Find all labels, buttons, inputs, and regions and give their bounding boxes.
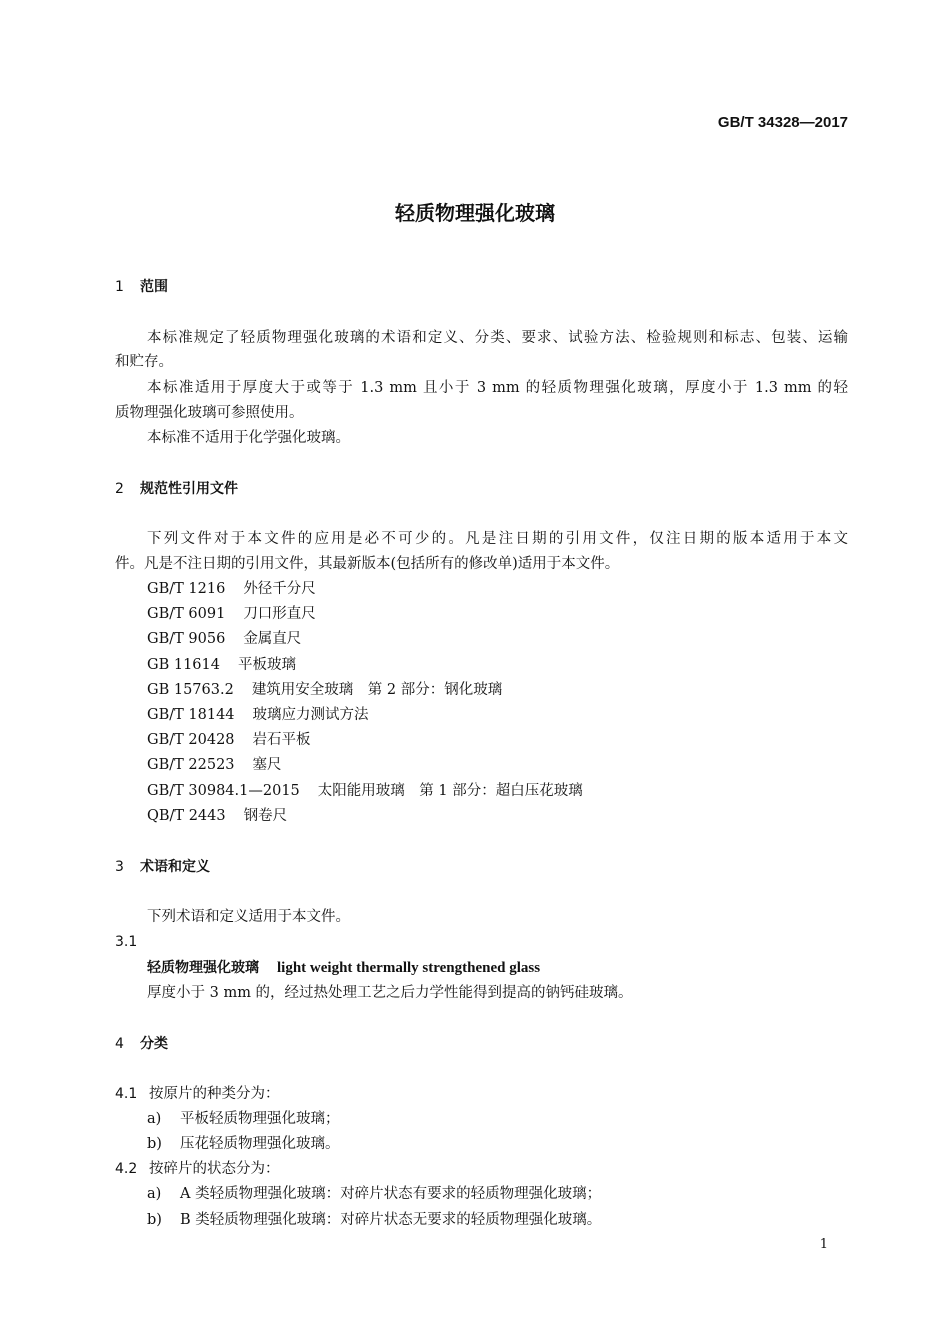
reference-title: 平板玻璃 bbox=[237, 656, 296, 673]
reference-code: GB/T 9056 bbox=[147, 631, 226, 648]
clause-number: 4.1 bbox=[115, 1086, 138, 1102]
reference-title: 钢卷尺 bbox=[243, 807, 288, 824]
reference-title: 建筑用安全玻璃 第 2 部分：钢化玻璃 bbox=[251, 681, 503, 698]
term bbox=[147, 958, 540, 978]
section-3-heading bbox=[115, 857, 210, 877]
reference-title: 金属直尺 bbox=[243, 631, 302, 648]
clause-text: 按碎片的状态分为： bbox=[149, 1161, 280, 1177]
reference-code: GB/T 20428 bbox=[147, 732, 235, 749]
reference-code: GB/T 1216 bbox=[147, 581, 226, 597]
reference-item bbox=[147, 705, 369, 725]
paragraph: 和贮存。 bbox=[115, 354, 173, 370]
reference-code: GB/T 18144 bbox=[147, 707, 235, 723]
clause-number: 3.1 bbox=[115, 934, 138, 950]
reference-item bbox=[147, 629, 301, 649]
section-1-heading bbox=[115, 277, 168, 297]
paragraph: 质物理强化玻璃可参照使用。 bbox=[115, 405, 304, 421]
page-title: 轻质物理强化玻璃 bbox=[395, 201, 555, 225]
list-item: b) 压花轻质物理强化玻璃。 bbox=[147, 1136, 340, 1152]
section-number: 3 bbox=[115, 859, 124, 875]
section-title: 规范性引用文件 bbox=[140, 481, 238, 497]
paragraph: 本标准适用于厚度大于或等于 1.3 mm 且小于 3 mm 的轻质物理强化玻璃，厚度小于 1.3 mm 的轻 bbox=[147, 380, 848, 396]
reference-code: GB/T 22523 bbox=[147, 757, 235, 774]
reference-title: 太阳能用玻璃 第 1 部分：超白压花玻璃 bbox=[317, 782, 583, 799]
section-number: 2 bbox=[115, 481, 124, 497]
list-item: b) B 类轻质物理强化玻璃：对碎片状态无要求的轻质物理强化玻璃。 bbox=[147, 1212, 602, 1228]
reference-title: 玻璃应力测试方法 bbox=[252, 707, 369, 723]
section-title: 分类 bbox=[140, 1036, 168, 1052]
list-item: a) A 类轻质物理强化玻璃：对碎片状态有要求的轻质物理强化玻璃； bbox=[147, 1186, 602, 1202]
section-number: 4 bbox=[115, 1036, 124, 1052]
section-number: 1 bbox=[115, 279, 124, 295]
paragraph: 件。凡是不注日期的引用文件，其最新版本(包括所有的修改单)适用于本文件。 bbox=[115, 556, 620, 572]
clause-4-1 bbox=[115, 1084, 280, 1104]
clause-number: 4.2 bbox=[115, 1161, 138, 1177]
reference-title: 塞尺 bbox=[252, 757, 282, 774]
paragraph: 下列文件对于本文件的应用是必不可少的。凡是注日期的引用文件，仅注日期的版本适用于本文 bbox=[147, 531, 848, 547]
reference-item bbox=[147, 806, 287, 826]
section-4-heading bbox=[115, 1034, 168, 1054]
reference-code: GB 11614 bbox=[147, 656, 220, 673]
clause-4-2 bbox=[115, 1159, 280, 1179]
term-cn: 轻质物理强化玻璃 bbox=[147, 960, 259, 976]
paragraph: 本标准不适用于化学强化玻璃。 bbox=[147, 430, 350, 446]
reference-item bbox=[147, 730, 311, 750]
reference-title: 外径千分尺 bbox=[243, 581, 316, 597]
definition: 厚度小于 3 mm 的，经过热处理工艺之后力学性能得到提高的钠钙硅玻璃。 bbox=[147, 985, 633, 1001]
section-2-heading bbox=[115, 479, 238, 499]
reference-item bbox=[147, 755, 282, 775]
section-title: 术语和定义 bbox=[140, 859, 210, 875]
reference-title: 刀口形直尺 bbox=[243, 606, 316, 623]
term-en: light weight thermally strengthened glass bbox=[277, 960, 541, 976]
reference-item bbox=[147, 604, 316, 624]
reference-code: QB/T 2443 bbox=[147, 807, 226, 824]
reference-item bbox=[147, 579, 316, 599]
clause-text: 按原片的种类分为： bbox=[149, 1086, 280, 1102]
reference-item bbox=[147, 781, 583, 801]
reference-code: GB/T 30984.1—2015 bbox=[147, 782, 300, 799]
reference-item bbox=[147, 655, 296, 675]
page-number: 1 bbox=[819, 1237, 828, 1252]
standard-code: GB/T 34328—2017 bbox=[717, 114, 848, 131]
reference-code: GB 15763.2 bbox=[147, 681, 234, 698]
reference-item bbox=[147, 680, 502, 700]
reference-code: GB/T 6091 bbox=[147, 606, 226, 623]
list-item: a) 平板轻质物理强化玻璃； bbox=[147, 1111, 340, 1127]
paragraph: 下列术语和定义适用于本文件。 bbox=[147, 909, 350, 925]
paragraph: 本标准规定了轻质物理强化玻璃的术语和定义、分类、要求、试验方法、检验规则和标志、包装、运输 bbox=[147, 330, 848, 346]
reference-title: 岩石平板 bbox=[252, 732, 311, 749]
section-title: 范围 bbox=[140, 279, 168, 295]
